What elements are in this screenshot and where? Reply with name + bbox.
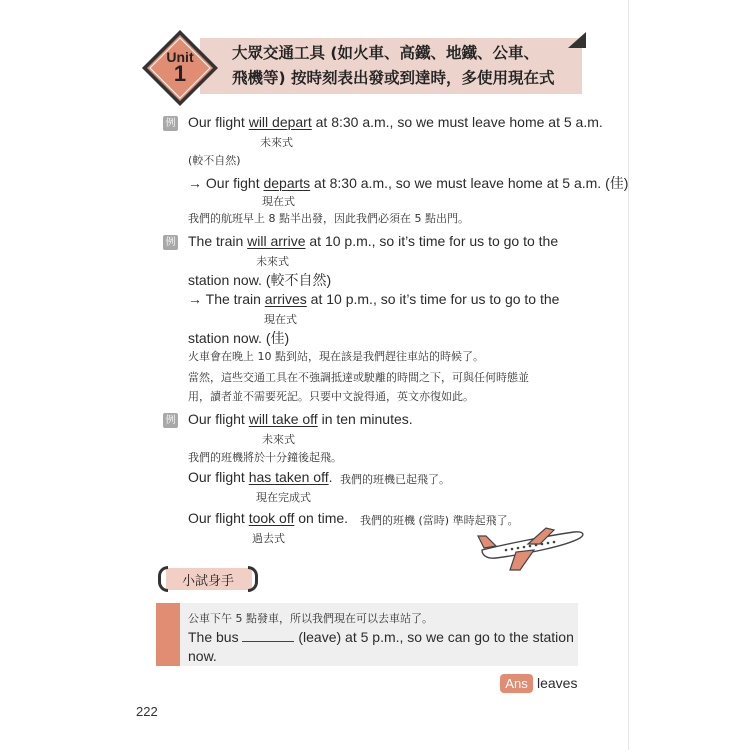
practice-sentence-cont: now. [188,648,217,664]
text: at 10 p.m., so it’s time for us to go to the [306,291,560,307]
text: Our flight [188,510,249,526]
ex3-sentence-1 [188,411,413,427]
page-title [232,41,582,91]
verb-underlined: departs [263,175,311,191]
ex3-translation-1: 我們的班機將於十分鐘後起飛。 [188,451,342,464]
practice-prompt-zh: 公車下午 5 點發車，所以我們現在可以去車站了。 [188,612,433,625]
tense-label: 現在式 [262,195,295,208]
example-tag: 例 [163,413,178,428]
ex3-sentence-3 [188,510,348,526]
tense-label: 現在式 [264,313,297,326]
ex2-note-line-2: 用，讀者並不需要死記。只要中文說得通，英文亦復如此。 [188,390,474,403]
text: → Our fight [188,175,264,191]
text: Our flight [188,114,249,130]
text: Our flight [188,411,249,427]
practice-sentence [188,629,574,645]
example-tag: 例 [163,235,178,250]
ex1-sentence-1 [188,114,603,130]
practice-tag [158,566,258,592]
text: → The train [188,291,265,307]
text: Our flight [188,469,249,485]
unit-word: Unit [166,49,194,65]
tense-label: 過去式 [252,532,285,545]
page-number: 222 [136,704,158,719]
unit-number: 1 [173,61,187,86]
title-line-2: 飛機等) 按時刻表出發或到達時，多使用現在式 [232,69,555,87]
text: The train [188,233,248,249]
practice-label: 小試身手 [181,574,234,589]
naturalness-note: (較不自然) [188,154,241,167]
ex3-sentence-2 [188,469,333,485]
ex2-sentence-2 [188,291,559,307]
tense-label: 未來式 [256,255,289,268]
verb-underlined: will arrive [247,233,306,249]
ex2-sentence-1 [188,233,558,249]
title-line-1: 大眾交通工具 (如火車、高鐵、地鐵、公車、 [232,44,539,62]
ex2-sentence-1-cont: station now. (較不自然) [188,272,332,288]
tense-label: 現在完成式 [256,491,311,504]
verb-underlined: took off [248,510,295,526]
answer-blank[interactable] [242,629,294,642]
text: on time. [294,510,349,526]
ex2-translation: 火車會在晚上 10 點到站，現在該是我們趕往車站的時候了。 [188,350,484,363]
example-tag: 例 [163,116,178,131]
text: in ten minutes. [317,411,413,427]
ex3-translation-2: 我們的班機已起飛了。 [340,473,450,486]
text: at 8:30 a.m., so we must leave home at 5 a.m. [311,114,603,130]
text: . [328,469,333,485]
tense-label: 未來式 [260,136,293,149]
tense-label: 未來式 [262,433,295,446]
answer-text: leaves [537,675,578,691]
ex1-translation: 我們的航班早上 8 點半出發，因此我們必須在 5 點出門。 [188,212,469,225]
text: at 8:30 a.m., so we must leave home at 5 a.m. (佳) [310,175,629,191]
unit-badge [140,28,220,108]
text: at 10 p.m., so it’s time for us to go to the [305,233,559,249]
verb-underlined: will take off [248,411,318,427]
practice-accent-bar [156,603,180,666]
ex3-translation-3: 我們的班機 (當時) 準時起飛了。 [360,514,519,527]
ex2-sentence-2-cont: station now. (佳) [188,330,290,346]
ex1-sentence-2 [188,173,628,193]
airplane-icon [476,524,588,576]
verb-underlined: arrives [264,291,307,307]
verb-underlined: will depart [248,114,312,130]
verb-underlined: has taken off [248,469,329,485]
ex2-note-line-1: 當然，這些交通工具在不強調抵達或駛離的時間之下，可與任何時態並 [188,371,529,384]
text: The bus [188,629,243,645]
answer-badge: Ans [500,674,533,693]
text: (leave) at 5 p.m., so we can go to the station [294,629,574,645]
